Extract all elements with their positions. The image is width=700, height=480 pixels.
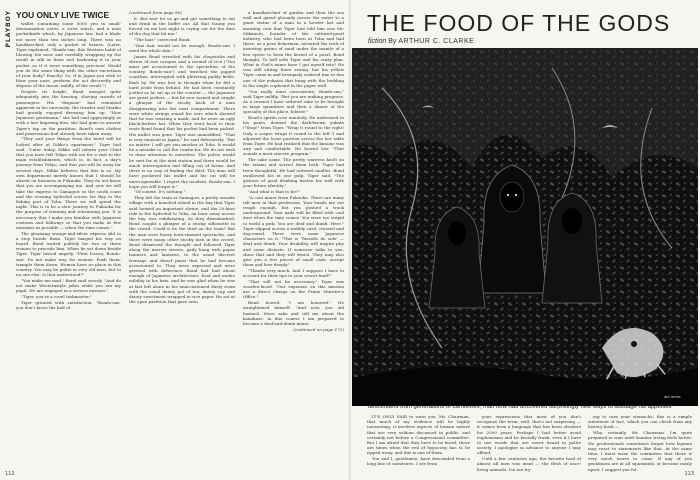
byline (368, 38, 474, 45)
paragraph: "And what is that to be?" (248, 188, 300, 194)
byline-by: By (388, 38, 397, 45)
paragraph: "That will not be necessary." Tiger was wooden-faced. "Our expenses on this mission are a direct charge on the Prime Minister's Office." (243, 278, 344, 300)
paragraph: "A coal miner from Fukuoka. There are many tall men in that profession. Your hands are not rough enough, but you pushed a truck underground. Your nails will be filled with coal dust when the time comes. You were too stupid to wield a pick. You are deaf and dumb. Here." Tiger slipped across a wobbly card, creased and dog-eared. There were some Japanese characters on it. "This is 'Tasseilo de sofe' — deaf and dumb. Your disability will inspire pity and some distaste. If someone talks to you, show that and they will desist. They may also give you a few pieces of small cash. Accept them and bow deeply." (243, 194, 344, 268)
paragraph: "Thanks very much. And I suppose I have to account for their tips to your secret fund?" (243, 267, 344, 279)
page-number-right: 113 (684, 471, 694, 477)
illustration-credit: ato arnes (664, 395, 681, 399)
paragraph: Bond bowed. "I am honored." He straightened himself. "And now, you old bastard. More sake and tell me about the kamikaze. In due course I am prepared to become a deaf-and-dumb miner (243, 300, 344, 326)
paragraph: Despite its height, Bond merged quite adequately into the heaving, shoving crowds of passengers. His "disguise" had remained apparent in his nervously: the trawler and Mariko had greatly enjoyed dressing him up. "Now Japanese gentleman," she had said approvingly as with a last lingering kiss, she had gone to answer Tiger's tap on the partition. Bond's own clothes and possessions had already been taken away. (16, 89, 121, 136)
paragraph: "You really must concentrate, Bondo-san," said Tiger mildly. "But you are making progress. As a reward I have ordered sake to be brought in large quantities and then a dinner of the specialty of this place, lobster." (243, 88, 344, 115)
paragraph: a handkerchief of garden and then the sea wall and gazed gloomily across the water to a giant statue of a man in a bowler hat and morning coat that Tiger had told him was Mr. Mikimoto, founder of the cultured-pearl industry, who had been born at Toba and had there, as a poor fisherman, invented the trick of inserting grains of sand under the mantle of a live oyster to form the kernel of a pearl. Bond thought, To hell with Tiger and his crazy plan. What in God's name have I got myself into? He was still sitting there seeing, but his yellow Tiger came in and brusquely ordered him to don one of the yukatas that hung with the bedding in the single cupboard in the paper wall. (243, 10, 344, 88)
paragraph: "Of course. It's nothing." (134, 189, 186, 195)
paragraph: Tiger grinned with satisfaction. "Bondo-san, you don't know the half of (16, 299, 121, 310)
paragraph: "You make me mad," Bond said crossly. "And do not make Westernstyle jokes while you are my pupil. We are engaged in a serious mission." (16, 277, 121, 294)
left-column-2 (129, 10, 235, 471)
paragraph: your expressions that most of you don't recognize the term; well, that's not surprising — it comes from a language that has been obsolete for 2000 years. Perhaps I had better avoid euphemisms and be brutally frank, even if I have to use words that are never heard in polite society. I apologize in advance to anyone I may offend. (477, 414, 581, 456)
story-deck: descendent from generations of carnivores, man now had uncovered surprisingly new ways to assuage his appetites (368, 404, 672, 410)
story-title-left: YOU ONLY LIVE TWICE (16, 10, 110, 20)
story-title: THE FOOD OF THE GODS (367, 10, 671, 36)
paragraph: "They and your things from the hotel will be looked after at Dikko's apartment," Tiger had said. "Later today, Dikko will inform your Chief that you have left Tokyo with me for a visit to the main establishments, which is, in fact, a day's journey from Tokyo, and that you will be away for several days. Dikko believes that this is so. My own department merely knows that I should be absent on business in Fukuoka. They do not know that you are accompanying me. And now we will take the express to Gamagori so the south coast and the evening hydrofoil across Ise Bay to the fishing port of Toba. There we will spend the night. This is to be a slow journey to Fukuoka for the purpose of training and rehearsing you. It is necessary that I make you familiar with Japanese customs and folkways so that you make as few mistakes as possible — when the time comes." (16, 136, 121, 230)
paragraph: The sake came. The pretty waitress knelt on the tatami and served them both. Tiger had been thoughtful. He had ordered candles. Bond swallowed his at one gulp. Tiger said, "The gesture of good drinking hasten his well with your future identity." (243, 157, 344, 189)
paragraph: "One hair would not be enough, Bondo-san. I need the whole skin." (129, 42, 235, 53)
magazine-side-label: PLAYBOY (5, 10, 12, 48)
paragraph: They left the train at Gamagori, a pretty seaside village with a hunched island in the bay that Tiger said housed an important shrine, and the 20-knot ride in the hydrofoil to Toba, an hour away across the bay, was exhilarating. As they disembarked, Bond caught a glimpse of a stocky silhouette in the crowd. Could it be the thief on the train? But the man wore heavy horn-rimmed spectacles, and there were many other stocky men in the crowd. Bond dismissed the thought and followed Tiger along the narrow streets, gaily hung with paper banners and lanterns, to the usual discreet frontage and dwarf pines that he had become accustomed to. They were expected and were greeted with deference. Bond had had about enough of Japanese architecture, food and undue nobility in his hats, and he was glad when he was at last left alone in his unaccustomed dusty room with the usual dainty pot of tea, dainty cup and dainty sweetmeat wrapped in rice paper. He sat at the open partition that gave onto (129, 195, 235, 305)
byline-label: fiction (368, 38, 387, 45)
paragraph: The gleaming orange-and-silver express slid to a stop beside them. Tiger barged his way on board. Bond waited politely for two or three women to precede him. When he sat down beside Tiger, Tiger hissed angrily, "First lesson, Bondo-san! Do not make way for women. Push them, trample them down. Women have no place in this country. You may be polite in very old men, but to no one else. Is that understood?" (16, 230, 121, 278)
right-column-3 (588, 414, 692, 472)
paragraph: it. But now let us go and get something to eat and drink in the buffet car. All that Nanny you forced on me last night is crying out for the dust of the dog that bit me." (129, 15, 235, 37)
paragraph: "Tiger, you're a cruel taskmaster." (21, 294, 92, 300)
left-column-3 (243, 10, 344, 471)
paragraph: ing to turn your stomachs; this is a simple statement of fact, which you can check from any history book — (588, 414, 692, 430)
paragraph: Bond's spirits rose minutely. He undressed to his pants, donned the dark-brown yukata ("Stop!" from Tiger. "Wrap it round to the right! Only a corpse wraps it round to the left.") and adjusted the loose position across the low table from Tiger. He had realized that the kimono was airy and comfortable. He bowed low. "That sounds a most sincere program." (243, 115, 344, 157)
paragraph: wallet containing some 5000 yen in small-denomination notes, a wrist watch, and a neat pocketknife which, by Japanese law, had a blade not more than two inches long. There was no handkerchief, only a packet of tissues. (Later, Tiger explained, "Bondo-san, this Western habit of blowing the nose and carefully wrapping up the result in silk or linen and harboring it in your pocket as if it were something precious! Would you do the same thing with the other excretions of your body? Exactly! So, if in Japan you wish to blow your nose, perform the act discreetly and dispose of the tissue, mildly, of the result.") (16, 21, 121, 89)
paragraph: You and I, gentlemen, have descended from a long line of carnivores. I see from (367, 456, 470, 467)
paragraph: Until a few centuries ago, the favorite food of almost all men was meat — the flesh of once-living animals. I'm not try- (477, 456, 581, 472)
paragraph: Why, certainly, Mr. Chairman. I'm quite prepared to wait until Senator Irving feels better. We professionals sometimes forget how laymen may react to statements like that. At the same time, I must warn the committee that there is very much worse to come. If any of you gentlemen are at all squeamish, or become easily upset, I suggest you fol- (588, 430, 692, 472)
author-name: ARTHUR C. CLARKE (398, 38, 475, 45)
paragraph: IT'S ONLY FAIR to warn you, Mr. Chairman, that much of my evidence will be highly nauseating; it involves aspects of human nature that are very seldom discussed in public, and certainly not before a Congressional committee. But I am afraid that they have to be faced; there are times when the veil of hypocrisy has to be ripped away, and this is one of them. (367, 414, 470, 456)
paragraph: "The hair," corrected Bond. (134, 37, 191, 43)
hooded-figures-illustration (352, 48, 698, 406)
left-column-1 (16, 21, 121, 471)
page-gutter (349, 0, 351, 480)
right-column-1 (367, 414, 470, 472)
continued-from-note: (continued from page 80) (129, 10, 182, 15)
page-number-left: 112 (5, 471, 15, 477)
continued-on-note: (continued on page 172) (293, 326, 344, 332)
right-column-2 (477, 414, 581, 472)
paragraph: James Bond wrestled with his chopsticks and slivers of raw octopus and a mound of rice ("You must get accustomed to the specialties of the country, Bondo-san") and watched the jagged coastline, interrupted with glittering paddy fields, flash by. He was lost in thought when he felt a hard jostle from behind. He had been constantly jostled as he sat up at the counter — the Japanese are great jostlers — but he now turned and caught a glimpse of the stocky back of a man disappearing into the next compartment. There were white strings round his ears which showed that he was wearing a mask, and he wore an ugly black-leather hat. When they went back to their seats Bond found that his pocket had been picked. His wallet was gone. Tiger was unmodified. "That is very unusual in Japan," he said defensively. "But no matter. I will get you another at Toba. It would be a mistake to call the conductor. We do not wish to draw attention to ourselves. The police would be sent for at the next station and there would be much interrogation and filling out of forms. And there is no way of finding the thief. The man will have pocketed his wallet and his cat will be unrecognizable. I regret the incident, Bondo-san. I hope you will forget it." (129, 53, 235, 189)
